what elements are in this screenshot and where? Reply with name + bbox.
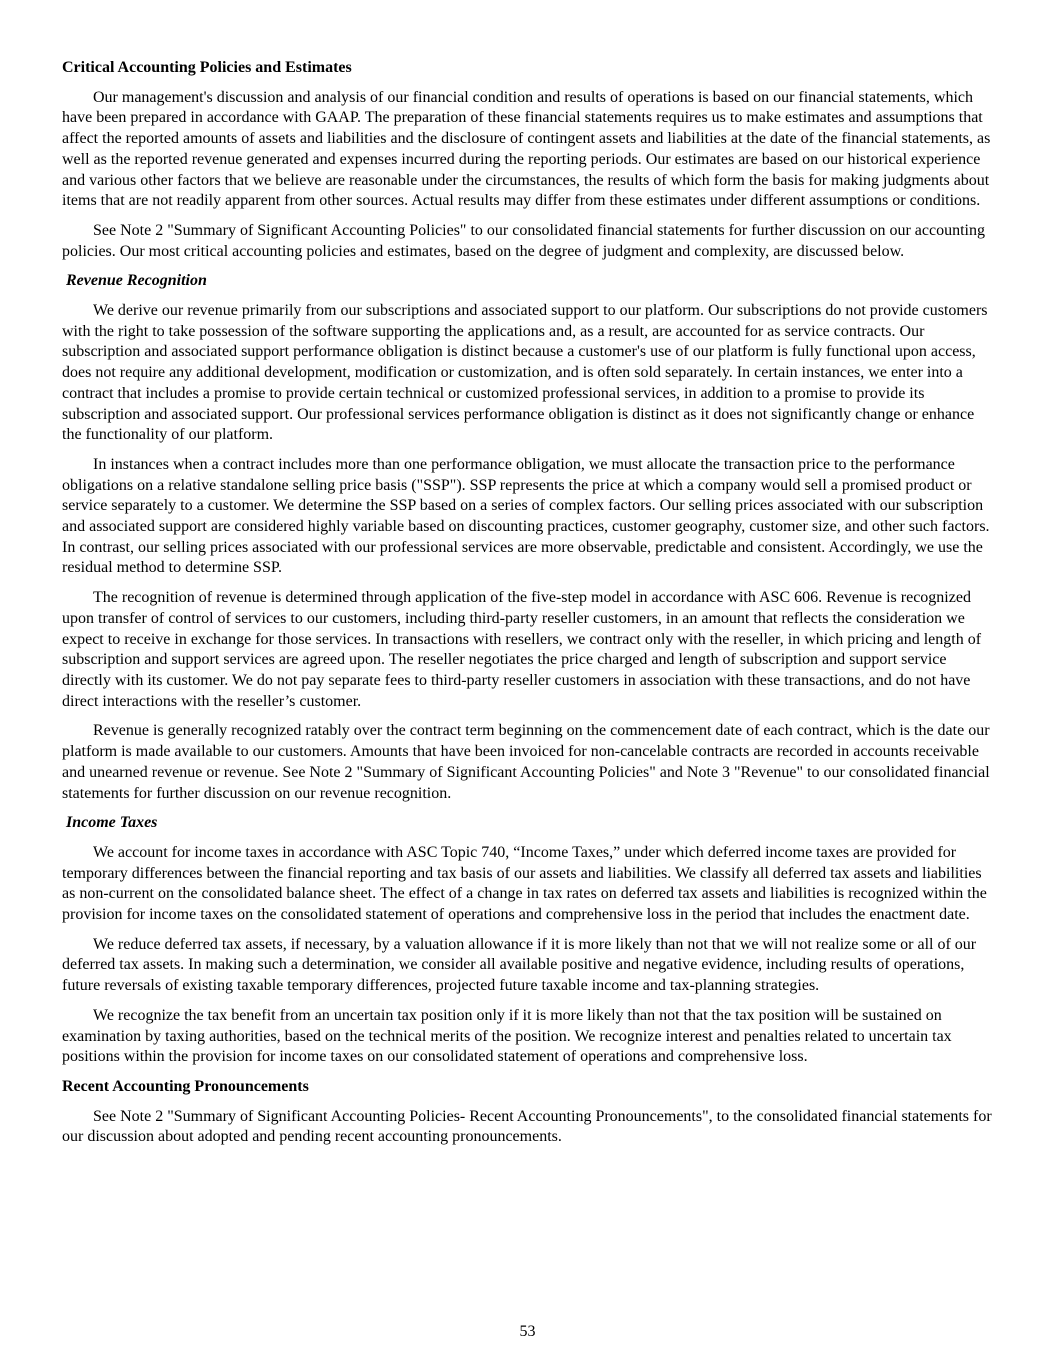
paragraph-revenue-3: The recognition of revenue is determined through application of the five-step model in accordance with ASC 606. Revenue is recognized upon transfer of control of services to our customers, including third-party reseller customers, in an amount that reflects the consideration we expect to receive in exchange for those services. In transactions with resellers, we contract only with the reseller, in which pricing and length of subscription and support services are agreed upon. The reseller negotiates the price charged and length of subscription and support service directly with its customer. We do not pay separate fees to third-party reseller customers in association with these transactions, and do not have direct interactions with the reseller’s customer. [62,589,982,710]
heading-critical-accounting: Critical Accounting Policies and Estimates [62,59,352,76]
heading-revenue-recognition: Revenue Recognition [66,272,207,290]
paragraph-income-taxes-2: We reduce deferred tax assets, if necessary, by a valuation allowance if it is more likely than not that we will not realize some or all of our deferred tax assets. In making such a determination, we consider all available positive and negative evidence, including results of operations, future reversals of existing taxable temporary differences, projected future taxable income and tax-planning strategies. [62,935,977,995]
page-number: 53 [519,1323,536,1340]
heading-recent-pronouncements: Recent Accounting Pronouncements [62,1077,309,1095]
paragraph-critical-2: See Note 2 "Summary of Significant Accounting Policies" to our consolidated financial statements for further discussion on our accounting policies. Our most critical accounting policies and estimates, based on the degree of judgment and complexity, are discussed below. [62,221,985,260]
paragraph-recent-1: See Note 2 "Summary of Significant Accounting Policies- Recent Accounting Pronouncements", to the consolidated financial statements for our discussion about adopted and pending recent accounting pronouncements. [62,1107,992,1146]
heading-income-taxes: Income Taxes [66,814,158,832]
paragraph-revenue-2: In instances when a contract includes more than one performance obligation, we must allocate the transaction price to the performance obligations on a relative standalone selling price basis ("SSP"). SSP represents the price at which a company would sell a promised product or service separately to a customer. We determine the SSP based on a series of complex factors. Our selling prices associated with our subscription and associated support are considered highly variable based on discounting practices, customer geography, customer size, and other such factors. In contrast, our selling prices associated with our professional services are more observable, predictable and consistent. Accordingly, we use the residual method to determine SSP. [62,455,990,577]
document-body [62,58,994,1157]
paragraph-revenue-4: Revenue is generally recognized ratably over the contract term beginning on the commencement date of each contract, which is the date our platform is made available to our customers. Amounts that have been invoiced for non-cancelable contracts are recorded in accounts receivable and unearned revenue or revenue. See Note 2 "Summary of Significant Accounting Policies" and Note 3 "Revenue" to our consolidated financial statements for further discussion on our revenue recognition. [62,722,990,802]
paragraph-revenue-1: We derive our revenue primarily from our subscriptions and associated support to our platform. Our subscriptions do not provide customers with the right to take possession of the software supporting the applications and, as a result, are accounted for as service contracts. Our subscription and associated support performance obligation is distinct because a customer's use of our platform is fully functional upon access, does not require any additional development, modification or customization, and is often sold separately. In certain instances, we enter into a contract that includes a promise to provide certain technical or customized professional services, in addition to a promise to provide its subscription and associated support. Our professional services performance obligation is distinct as it does not significantly change or enhance the functionality of our platform. [62,302,988,444]
paragraph-income-taxes-3: We recognize the tax benefit from an uncertain tax position only if it is more likely than not that the tax position will be sustained on examination by taxing authorities, based on the technical merits of the position. We recognize interest and penalties related to uncertain tax positions within the provision for income taxes on our consolidated statement of operations and comprehensive loss. [62,1006,952,1066]
paragraph-critical-1: Our management's discussion and analysis of our financial condition and results of operations is based on our financial statements, which have been prepared in accordance with GAAP. The preparation of these financial statements requires us to make estimates and assumptions that affect the reported amounts of assets and liabilities and the disclosure of contingent assets and liabilities at the date of the financial statements, as well as the reported revenue generated and expenses incurred during the reporting periods. Our estimates are based on our historical experience and various other factors that we believe are reasonable under the circumstances, the results of which form the basis for making judgments about items that are not readily apparent from other sources. Actual results may differ from these estimates under different assumptions or conditions. [62,88,991,210]
paragraph-income-taxes-1: We account for income taxes in accordance with ASC Topic 740, “Income Taxes,” under which deferred income taxes are provided for temporary differences between the financial reporting and tax basis of our assets and liabilities. We classify all deferred tax assets and liabilities as non-current on the consolidated balance sheet. The effect of a change in tax rates on deferred tax assets and liabilities is recognized within the provision for income taxes on the consolidated statement of operations and comprehensive loss in the period that includes the enactment date. [62,843,987,924]
